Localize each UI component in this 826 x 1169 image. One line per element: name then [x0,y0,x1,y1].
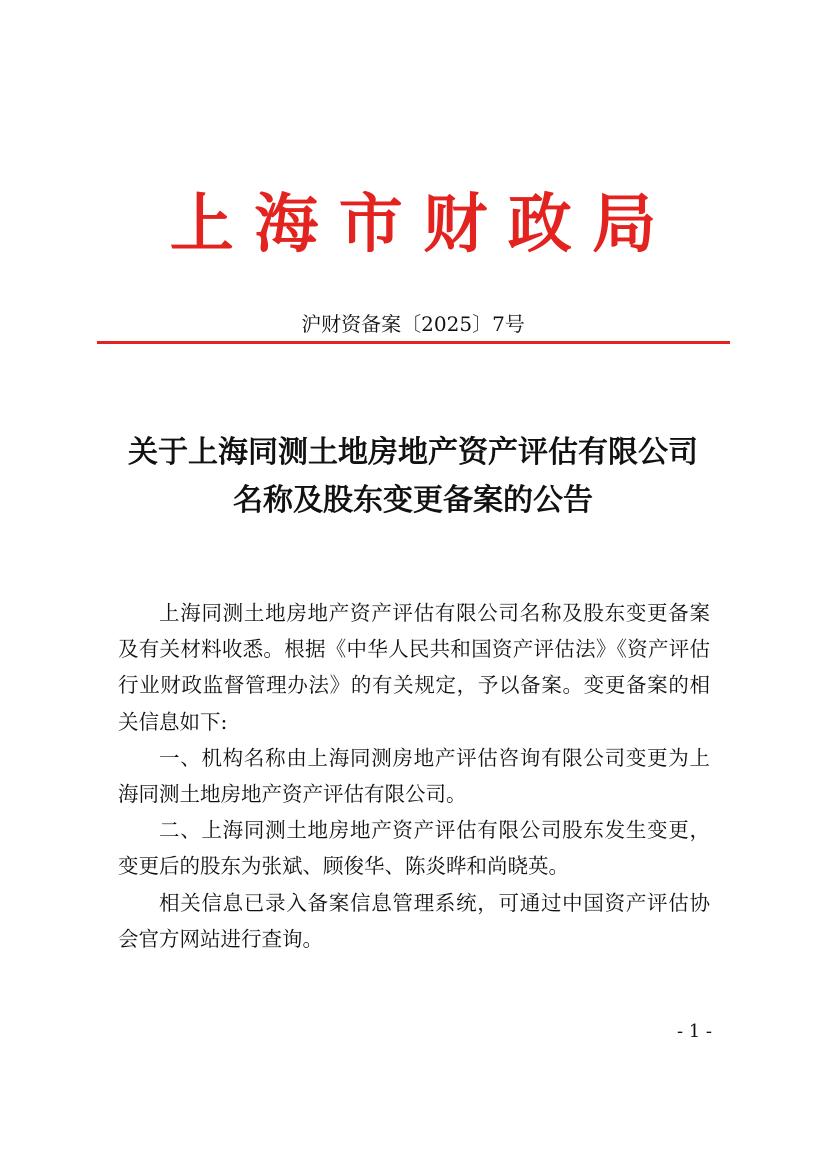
document-number: 沪财资备案〔2025〕7号 [301,312,525,336]
body-paragraph-3: 二、上海同测土地房地产资产评估有限公司股东发生变更，变更后的股东为张斌、顾俊华、陈炎晔和尚晓英。 [118,818,710,879]
document-title [90,429,736,525]
agency-header: 上海市财政局 [169,187,677,262]
title-line-1: 关于上海同测土地房地产资产评估有限公司 [128,435,698,470]
title-line-2: 名称及股东变更备案的公告 [233,483,593,518]
body-paragraph-4: 相关信息已录入备案信息管理系统，可通过中国资产评估协会官方网站进行查询。 [118,890,710,951]
page-number: - 1 - [676,1021,712,1042]
body-paragraph-1: 上海同测土地房地产资产评估有限公司名称及股东变更备案及有关材料收悉。根据《中华人民共和国资产评估法》《资产评估行业财政监督管理办法》的有关规定，予以备案。变更备案的相关信息如下: [118,601,710,734]
document-body [118,595,710,957]
body-paragraph-2: 一、机构名称由上海同测房地产评估咨询有限公司变更为上海同测土地房地产资产评估有限公司。 [118,745,710,807]
red-divider-line [97,341,730,344]
